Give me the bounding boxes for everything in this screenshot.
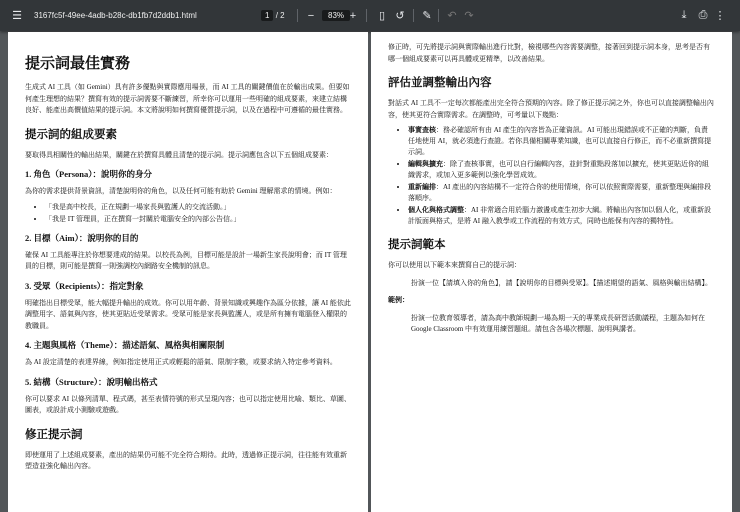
zoom-out-button[interactable]: −	[307, 9, 315, 22]
components-heading: 提示詞的組成要素	[25, 128, 117, 141]
components-intro: 要取得具相關性的輸出結果，關鍵在於撰寫具體且清楚的提示詞。提示詞應包含以下五個組成要素：	[25, 150, 333, 159]
more-icon[interactable]: ⋮	[714, 10, 726, 22]
point-label: 事實查核	[408, 126, 436, 134]
aim-text: 確保 AI 工具能專注於你想要達成的結果。以校長為例，目標可能是設計一場新生家長說明會；而 IT 管理員的目標，則可能是撰寫一則強調校內網路安全機制的訊息。	[25, 250, 347, 270]
point-label: 重新編排	[408, 183, 436, 191]
template-heading: 提示詞範本	[388, 239, 446, 251]
example-text: 扮演一位教育領導者，請為高中教師規劃一場為期一天的專業成長研習活動議程，主題為如何在 Google Classroom 中有效運用練習題組。請包含各場次標題、說明與講者。	[411, 313, 705, 333]
pdf-page-1	[8, 32, 368, 512]
undo-icon[interactable]: ↶	[447, 10, 457, 22]
structure-text: 你可以要求 AI 以條列清單、程式碼，甚至表情符號的形式呈現內容；也可以指定使用比喻、類比、草圖、圖表，或設計成小測驗或遊戲。	[25, 394, 351, 414]
persona-text: 為你的需求提供背景資訊，清楚說明你的角色，以及任何可能有助於 Gemini 理解需求的情境。例如：	[25, 187, 337, 195]
persona-examples	[45, 202, 351, 225]
aim-heading: 2. 目標（Aim）：說明你的目的	[25, 232, 139, 243]
persona-heading: 1. 角色（Persona）：說明你的身分	[25, 169, 153, 179]
template-intro: 你可以使用以下範本來撰寫自己的提示詞：	[388, 261, 521, 269]
intro-text: 生成式 AI 工具（如 Gemini）具有許多優點與實際應用場景，而 AI 工具的關鍵價值在於輸出成果。但要如何產生理想的結果？撰寫有效的提示詞需要不斷練習，所幸你可以運用一些明確的組成要素，來建立結構良好、能產出高價值結果的提示詞。本文將說明如何撰寫優質提示詞，以及在過程中可遵循的最佳實務。	[25, 83, 350, 114]
theme-heading: 4. 主題與風格（Theme）：描述語氣、風格與相關限制	[25, 340, 225, 350]
print-icon[interactable]: ⎙	[698, 9, 708, 21]
zoom-input[interactable]: 83%	[322, 10, 350, 21]
point-text: ：務必確認所有由 AI 產生的內容皆為正確資訊。AI 可能出現錯誤或不正確的判斷，負責任地使用 AI，就必須進行查證。若你具備相關專業知識，也可以直接自行修正，而不必重新撰寫提示詞。	[408, 126, 712, 156]
document-title: 提示詞最佳實務	[25, 55, 131, 72]
template-text: 扮演一位【請填入你的角色】，請【說明你的目標與受眾】。【描述期望的語氣、風格與輸出結構】。	[411, 278, 712, 287]
theme-text: 為 AI 設定清楚的表達界線，例如指定使用正式或輕鬆的語氣、限制字數，或要求納入特定參考資料。	[25, 358, 337, 366]
point-label: 個人化與格式調整	[408, 206, 464, 214]
evaluate-points	[408, 125, 715, 227]
rotate-icon[interactable]: ↺	[395, 10, 405, 22]
file-name: 3167fc5f-49ee-4adb-b28c-db1fb7d2ddb1.html	[34, 11, 197, 20]
page-separator: /	[275, 11, 278, 20]
evaluate-heading: 評估並調整輸出內容	[388, 77, 492, 89]
point-text: ：AI 產出的內容結構不一定符合你的使用情境，你可以依照實際需要，重新整理與編排段落順序。	[408, 183, 712, 202]
list-item	[408, 205, 715, 227]
download-icon[interactable]: ⤓	[681, 9, 687, 21]
recipients-heading: 3. 受眾（Recipients）：指定對象	[25, 280, 144, 291]
list-item: • 「我是高中校長，正在規劃一場家長與監護人的交流活動。」	[45, 202, 351, 213]
hamburger-menu-icon[interactable]: ☰	[12, 10, 22, 22]
point-text: ：除了查核事實，也可以自行編輯內容，並針對重點段落加以擴充，使其更貼近你的組織需求，或加入更多範例以強化學習成效。	[408, 160, 709, 179]
evaluate-text: 對話式 AI 工具不一定每次都能產出完全符合預期的內容。除了修正提示詞之外，你也可以直接調整輸出內容，使其更符合實際需求。在調整時，可考量以下幾點：	[388, 99, 714, 119]
list-item	[408, 159, 715, 181]
revise-text: 即使運用了上述組成要素，產出的結果仍可能不完全符合期待。此時，透過修正提示詞，往往能有效重新塑造並強化輸出內容。	[25, 450, 347, 470]
revise-continued: 修正時，可先將提示詞與實際輸出進行比對，檢視哪些內容需要調整，接著回到提示詞本身，思考是否有哪一個組成要素可以再具體或更精準，以改善結果。	[388, 43, 710, 63]
point-text: ：AI 非常適合用於腦力激盪或產生初步大綱。將輸出內容加以個人化，或重新設計版面與格式，是將 AI 融入教學或工作流程的有效方式，同時也能保有內容的獨特性。	[408, 206, 712, 225]
pdf-page-2	[371, 32, 732, 512]
structure-heading: 5. 結構（Structure）：說明輸出格式	[25, 376, 158, 387]
total-pages: 2	[280, 11, 285, 20]
example-label: 範例：	[388, 296, 409, 304]
recipients-text: 明確指出目標受眾，能大幅提升輸出的成效。你可以用年齡、背景知識或興趣作為區分依據，讓 AI 能依此調整用字、語氣與內容，使其更貼近受眾需求。受眾可能是家長與監護人，或是所有擁有電腦登入權限的教職員。	[25, 298, 351, 330]
list-item	[408, 125, 715, 158]
revise-heading: 修正提示詞	[25, 428, 83, 441]
annotate-icon[interactable]: ✎	[422, 10, 432, 22]
list-item	[408, 182, 715, 204]
fit-page-icon[interactable]: ▯	[378, 10, 386, 22]
page-number-input[interactable]: 1	[261, 10, 273, 21]
redo-icon[interactable]: ↷	[464, 10, 474, 22]
zoom-in-button[interactable]: +	[349, 9, 357, 22]
pdf-toolbar	[0, 0, 740, 31]
list-item: • 「我是 IT 管理員，正在撰寫一封關於電腦安全的內部公告信。」	[45, 214, 351, 225]
point-label: 編輯與擴充	[408, 160, 443, 168]
